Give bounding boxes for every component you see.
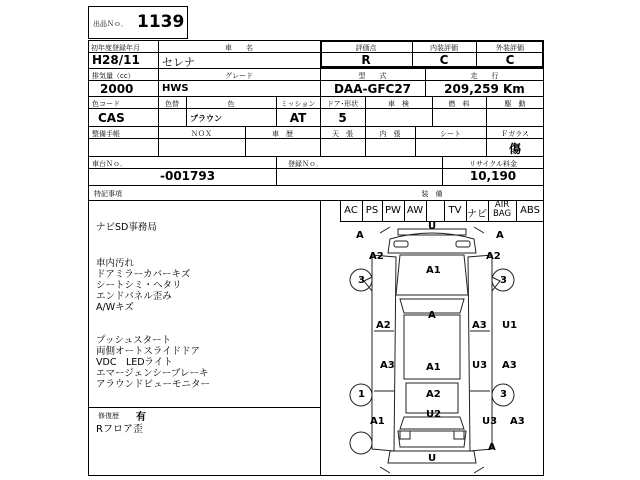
damage-roof: A bbox=[428, 310, 436, 321]
recycle-fee-label: リサイクル料金 bbox=[468, 160, 518, 168]
equip-tv: TV bbox=[448, 205, 462, 216]
history-label: 車 歴 bbox=[272, 130, 293, 138]
damage-front-left-corner: A bbox=[356, 230, 364, 241]
front-glass-value: 傷 bbox=[508, 142, 521, 156]
notes-group-2 bbox=[96, 258, 316, 313]
equip-aw: AW bbox=[406, 205, 424, 216]
doors-label: ドア･形状 bbox=[326, 100, 359, 108]
equip-pw: PW bbox=[385, 205, 401, 216]
repair-history-label: 修復歴 bbox=[98, 412, 119, 420]
damage-right-front-door: A3 bbox=[472, 320, 487, 331]
exterior-score-value: C bbox=[505, 53, 515, 67]
damage-right-rear-corner-b: A3 bbox=[510, 416, 525, 427]
car-name-label: 車 名 bbox=[225, 44, 253, 52]
chassis-value: -001793 bbox=[160, 169, 216, 183]
first-registration-value: H28/11 bbox=[92, 53, 140, 67]
note-line: エマージェンシーブレーキ bbox=[96, 368, 209, 379]
lot-number-label: 出品Ｎｏ． bbox=[93, 20, 128, 28]
note-line: 両側オートスライドドア bbox=[96, 346, 200, 357]
damage-right-rear-tire: 3 bbox=[500, 389, 507, 400]
equip-ps: PS bbox=[365, 205, 379, 216]
note-line: A/Wキズ bbox=[96, 302, 134, 313]
grade-label: グレード bbox=[225, 72, 253, 80]
note-line: ドアミラーカバーキズ bbox=[96, 269, 191, 280]
recycle-fee-value: 10,190 bbox=[469, 169, 517, 183]
equipment-row bbox=[320, 200, 544, 221]
note-line: シートシミ・ヘタリ bbox=[96, 280, 182, 291]
color-value: ブラウン bbox=[190, 114, 222, 123]
exterior-score-label: 外装評価 bbox=[496, 44, 524, 52]
fuel-label: 燃 料 bbox=[448, 100, 470, 108]
color-label: 色 bbox=[227, 100, 235, 108]
damage-left-front-tire: 3 bbox=[358, 275, 365, 286]
damage-spare: A bbox=[488, 442, 496, 453]
damage-rear-glass: A2 bbox=[426, 389, 441, 400]
front-glass-label: Ｆガラス bbox=[501, 130, 529, 138]
score-label: 評価点 bbox=[355, 44, 377, 52]
damage-left-rear-door: A3 bbox=[380, 360, 395, 371]
manual-label: 整備手帳 bbox=[92, 130, 120, 138]
equip-navi: ナビ bbox=[467, 209, 487, 220]
mileage-value: 209,259 Km bbox=[444, 82, 525, 96]
grade-value: HWS bbox=[162, 83, 189, 94]
nox-label: ＮＯＸ bbox=[191, 130, 212, 138]
inspection-label: 車 検 bbox=[388, 100, 409, 108]
damage-right-rear-door-extra: A3 bbox=[502, 360, 517, 371]
equipment-label: 装 備 bbox=[421, 190, 443, 198]
damage-front-bumper: U bbox=[428, 221, 437, 232]
note-line: プッシュスタート bbox=[96, 335, 172, 346]
notes-group-3 bbox=[96, 335, 316, 390]
color-change-label: 色替 bbox=[165, 100, 179, 108]
car-name-value: セレナ bbox=[162, 56, 195, 69]
damage-bonnet: A1 bbox=[426, 265, 441, 276]
damage-rear-bumper: U bbox=[428, 453, 437, 464]
note-line: アラウンドビューモニター bbox=[96, 379, 211, 390]
equip-abs: ABS bbox=[520, 205, 540, 216]
chassis-label: 車台Ｎｏ． bbox=[92, 160, 127, 168]
notes-group-1 bbox=[96, 222, 316, 233]
damage-right-front-fender: A2 bbox=[486, 251, 501, 262]
sunroof-label: 天 張 bbox=[332, 130, 353, 138]
interior-lining-label: 内 張 bbox=[379, 130, 401, 138]
damage-right-rear-corner-a: U3 bbox=[482, 416, 498, 427]
damage-center: A1 bbox=[426, 362, 441, 373]
damage-left-front-fender: A2 bbox=[369, 251, 384, 262]
repair-detail: Rフロア歪 bbox=[96, 424, 143, 435]
score-value: R bbox=[361, 53, 371, 67]
mileage-label: 走 行 bbox=[470, 72, 499, 80]
car-diagram bbox=[320, 221, 544, 476]
color-code-label: 色コード bbox=[92, 100, 120, 108]
model-value: DAA-GFC27 bbox=[333, 82, 412, 96]
damage-left-front-door: A2 bbox=[376, 320, 391, 331]
color-code-value: CAS bbox=[98, 111, 125, 125]
drive-label: 駆 動 bbox=[504, 100, 526, 108]
interior-score-label: 内装評価 bbox=[430, 44, 458, 52]
transmission-value: AT bbox=[289, 111, 307, 125]
lot-number-value: 1139 bbox=[137, 12, 185, 32]
displacement-value: 2000 bbox=[100, 82, 134, 96]
front-body-outline bbox=[388, 233, 476, 253]
repair-history-value: 有 bbox=[136, 412, 146, 423]
year-label: 初年度登録年月 bbox=[91, 44, 140, 52]
notes-label: 特記事項 bbox=[94, 190, 122, 198]
equip-airbag: AIR BAG bbox=[492, 200, 512, 219]
lot-number-box bbox=[88, 6, 188, 39]
note-line: ナビSD事務局 bbox=[96, 222, 157, 233]
doors-value: 5 bbox=[338, 111, 347, 125]
note-line: 車内汚れ bbox=[96, 258, 135, 269]
transmission-label: ミッション bbox=[280, 100, 316, 108]
damage-right-front-door-extra: U1 bbox=[502, 320, 518, 331]
note-line: VDC LEDライト bbox=[96, 357, 173, 368]
displacement-label: 排気量（cc） bbox=[92, 72, 135, 80]
spare-tire-outline bbox=[350, 432, 372, 454]
equip-ac: AC bbox=[344, 205, 358, 216]
damage-left-rear-tire: 1 bbox=[358, 389, 365, 400]
note-line: エンドパネル歪み bbox=[96, 291, 172, 302]
seat-label: シート bbox=[440, 130, 461, 138]
interior-score-value: C bbox=[439, 53, 449, 67]
damage-left-rear-corner: A1 bbox=[370, 416, 385, 427]
damage-right-rear-door: U3 bbox=[472, 360, 488, 371]
damage-right-front-tire: 3 bbox=[500, 275, 507, 286]
registration-label: 登録Ｎｏ． bbox=[288, 160, 323, 168]
damage-front-right-corner: A bbox=[496, 230, 504, 241]
damage-back-door: U2 bbox=[426, 409, 442, 420]
model-label: 型 式 bbox=[358, 72, 387, 80]
